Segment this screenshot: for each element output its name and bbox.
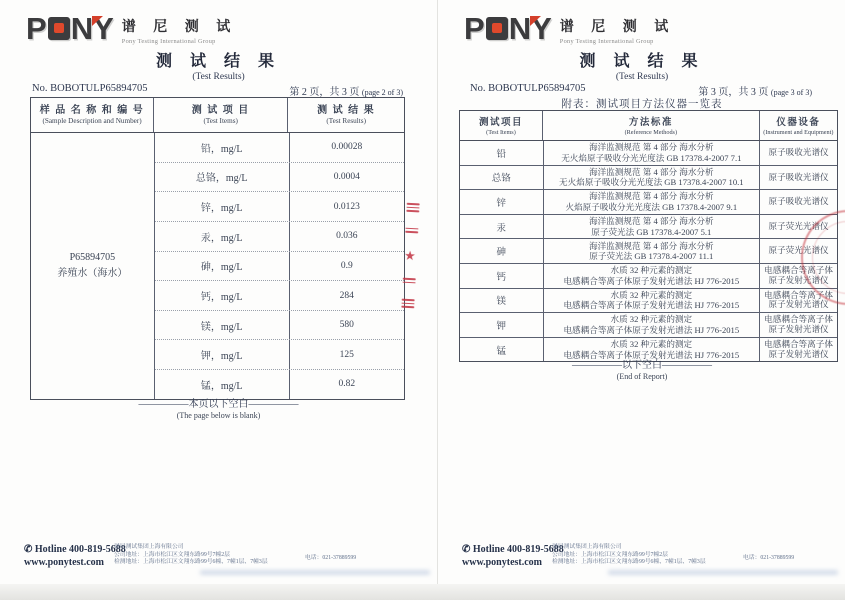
- table-row: [155, 339, 404, 369]
- seal-strokes-icon: [402, 278, 415, 284]
- test-result: 0.82: [338, 379, 356, 390]
- pony-logo-word: [26, 13, 114, 44]
- test-result: 125: [339, 349, 354, 360]
- page-title: 测 试 结 果 (Test Results): [155, 53, 281, 82]
- test-result: 0.036: [336, 231, 358, 242]
- pony-logo: [464, 13, 675, 45]
- test-item: 钙，mg/L: [155, 281, 290, 310]
- results-table-header: [31, 98, 404, 133]
- logo-o-red-square-icon: [486, 17, 508, 40]
- header-sample: 样 品 名 称 和 编 号 (Sample Description and Number): [31, 98, 154, 132]
- company-address: 公司地址：上海市松江区文翔东路99号7幢2层: [114, 551, 230, 558]
- sample-id: P65894705: [69, 251, 116, 263]
- sample-cell: [31, 133, 155, 399]
- instrument: 电感耦合等离子体原子发射光谱仪: [764, 265, 833, 285]
- page-indicator: 第 2 页，共 3 页 (page 2 of 3): [289, 87, 403, 98]
- logo-o-red-square-icon: [48, 17, 70, 40]
- reference-method: 水质 32 种元素的测定 电感耦合等离子体原子发射光谱法 HJ 776-2015: [544, 264, 761, 288]
- test-item: 铅，mg/L: [155, 133, 290, 162]
- report-number: No. BOBOTULP65894705: [470, 83, 586, 94]
- hotline-number: Hotline 400-819-5688: [472, 544, 564, 555]
- reference-method: 水质 32 种元素的测定 电感耦合等离子体原子发射光谱法 HJ 776-2015: [544, 313, 761, 337]
- hotline-number: Hotline 400-819-5688: [34, 544, 126, 555]
- test-item: 钾: [460, 313, 544, 337]
- test-item: 汞: [460, 215, 544, 239]
- test-item: 锌: [460, 190, 544, 214]
- seal-strokes-icon: [401, 299, 414, 308]
- hotline-block: [462, 543, 564, 569]
- table-row: [460, 288, 837, 313]
- reference-method: 海洋监测规范 第 4 部分 海水分析 无火焰原子吸收分光光度法 GB 17378.4-2007 10.1: [544, 166, 761, 190]
- scan-bottom-edge: [0, 584, 845, 600]
- test-item: 砷: [460, 239, 544, 263]
- test-result: 0.9: [340, 260, 353, 271]
- table-row: [155, 280, 404, 310]
- logo-letter-y: Y: [531, 11, 552, 46]
- test-item: 铅: [460, 141, 544, 165]
- page-title: 测 试 结 果 (Test Results): [579, 53, 705, 82]
- table-row: [460, 189, 837, 214]
- methods-rows: [460, 141, 837, 361]
- logo-english-name: Pony Testing International Group: [121, 38, 216, 45]
- seal-star-icon: ★: [403, 247, 417, 264]
- header-test-items: 测试项目 (Test Items): [460, 111, 543, 140]
- pony-logo-word: [464, 13, 552, 44]
- test-item: 钾，mg/L: [155, 340, 290, 369]
- table-row: [460, 141, 837, 165]
- table-row: [460, 312, 837, 337]
- scan-artifact: [608, 570, 838, 575]
- header-instrument: 仪器设备 (Instrument and Equipment): [763, 118, 834, 136]
- reference-method: 海洋监测规范 第 4 部分 海水分析 无火焰原子吸收分光光度法 GB 17378.4-2007 7.1: [544, 141, 761, 165]
- table-row: [460, 214, 837, 239]
- telephone-text: 电话：021-37889599: [743, 555, 795, 561]
- website-text: www.ponytest.com: [24, 557, 104, 568]
- hotline-block: [24, 543, 126, 569]
- page-indicator: 第 3 页，共 3 页 (page 3 of 3): [698, 87, 812, 98]
- seal-strokes-icon: [405, 227, 418, 233]
- report-number: No. BOBOTULP65894705: [32, 83, 148, 94]
- reference-method: 海洋监测规范 第 4 部分 海水分析 火焰原子吸收分光光度法 GB 17378.4-2007 9.1: [544, 190, 761, 214]
- test-result: 580: [339, 320, 354, 331]
- table-row: [155, 162, 404, 192]
- table-row: [460, 263, 837, 288]
- lab-address: 检测地址：上海市松江区文翔东路99号6幢、7幢1层、7幢3层: [552, 559, 706, 566]
- company-name: 谱尼测试集团上海有限公司: [114, 544, 184, 550]
- test-item: 锰: [460, 338, 544, 362]
- appendix-subtitle: 附表：测试项目方法仪器一览表: [561, 99, 723, 110]
- table-row: [155, 251, 404, 281]
- header-test-items: 测 试 项 目 (Test Items): [154, 98, 288, 132]
- sample-description: 养殖水（海水）: [57, 267, 128, 279]
- reference-method: 海洋监测规范 第 4 部分 海水分析 原子荧光法 GB 17378.4-2007 5.1: [544, 215, 761, 239]
- phone-icon: ✆: [462, 544, 471, 555]
- reference-method: 海洋监测规范 第 4 部分 海水分析 原子荧光法 GB 17378.4-2007 11.1: [544, 239, 761, 263]
- table-row: [460, 238, 837, 263]
- pony-logo: [26, 13, 237, 45]
- lab-address: 检测地址：上海市松江区文翔东路99号6幢、7幢1层、7幢3层: [114, 559, 268, 566]
- test-item: 汞，mg/L: [155, 222, 290, 251]
- reference-method: 水质 32 种元素的测定 电感耦合等离子体原子发射光谱法 HJ 776-2015: [544, 289, 761, 313]
- company-address: 公司地址：上海市松江区文翔东路99号7幢2层: [552, 551, 668, 558]
- header-test-results: 测 试 结 果 (Test Results): [317, 105, 376, 125]
- methods-instruments-table: [459, 110, 838, 362]
- table-row: [155, 221, 404, 251]
- end-of-report-note: —————以下空白————— (End of Report): [572, 360, 712, 381]
- table-row: [155, 191, 404, 221]
- test-item: 镁: [460, 289, 544, 313]
- logo-letter-p: P: [26, 11, 47, 46]
- instrument: 电感耦合等离子体原子发射光谱仪: [764, 289, 833, 310]
- test-item: 总铬，mg/L: [155, 163, 290, 192]
- scan-artifact: [200, 570, 430, 575]
- instrument: 原子荧光光谱仪: [768, 220, 829, 231]
- methods-table-header: [460, 111, 837, 141]
- logo-letter-n: N: [70, 11, 94, 46]
- phone-icon: ✆: [24, 544, 33, 555]
- logo-letter-y: Y: [93, 11, 114, 46]
- test-item: 砷，mg/L: [155, 252, 290, 281]
- test-item: 镁，mg/L: [155, 311, 290, 340]
- test-item: 锌，mg/L: [155, 192, 290, 221]
- instrument: 原子荧光光谱仪: [768, 245, 829, 256]
- logo-chinese-name: 谱 尼 测 试: [121, 20, 238, 35]
- test-result: 0.0004: [333, 171, 360, 182]
- website-text: www.ponytest.com: [462, 557, 542, 568]
- page-end-note: —————本页以下空白————— (The page below is blank): [138, 399, 299, 420]
- table-row: [155, 133, 404, 162]
- instrument: 原子吸收光谱仪: [768, 196, 829, 207]
- instrument: 电感耦合等离子体原子发射光谱仪: [764, 339, 833, 359]
- red-seal-fragment: [396, 202, 423, 308]
- logo-english-name: Pony Testing International Group: [559, 38, 654, 45]
- results-rows: [155, 133, 404, 399]
- telephone-text: 电话：021-37889599: [305, 555, 357, 561]
- table-row: [460, 165, 837, 190]
- reference-method: 水质 32 种元素的测定 电感耦合等离子体原子发射光谱法 HJ 776-2015: [544, 338, 761, 362]
- address-block: [114, 544, 268, 567]
- instrument: 电感耦合等离子体原子发射光谱仪: [764, 314, 833, 334]
- test-results-table: [30, 97, 405, 400]
- test-result: 284: [339, 290, 354, 301]
- logo-letter-p: P: [464, 11, 485, 46]
- seal-strokes-icon: [406, 203, 419, 212]
- test-item: 锰，mg/L: [155, 370, 290, 399]
- logo-letter-n: N: [508, 11, 532, 46]
- logo-chinese-name: 谱 尼 测 试: [559, 20, 676, 35]
- test-item: 总铬: [460, 166, 544, 190]
- header-reference-methods: 方法标准 (Reference Methods): [543, 111, 760, 140]
- instrument: 原子吸收光谱仪: [768, 171, 829, 182]
- company-name: 谱尼测试集团上海有限公司: [552, 544, 622, 550]
- table-row: [155, 310, 404, 340]
- test-item: 钙: [460, 264, 544, 288]
- test-result: 0.0123: [333, 201, 360, 212]
- address-block: [552, 544, 706, 567]
- report-page-3: [437, 0, 845, 584]
- test-result: 0.00028: [331, 142, 363, 153]
- instrument: 原子吸收光谱仪: [768, 147, 829, 158]
